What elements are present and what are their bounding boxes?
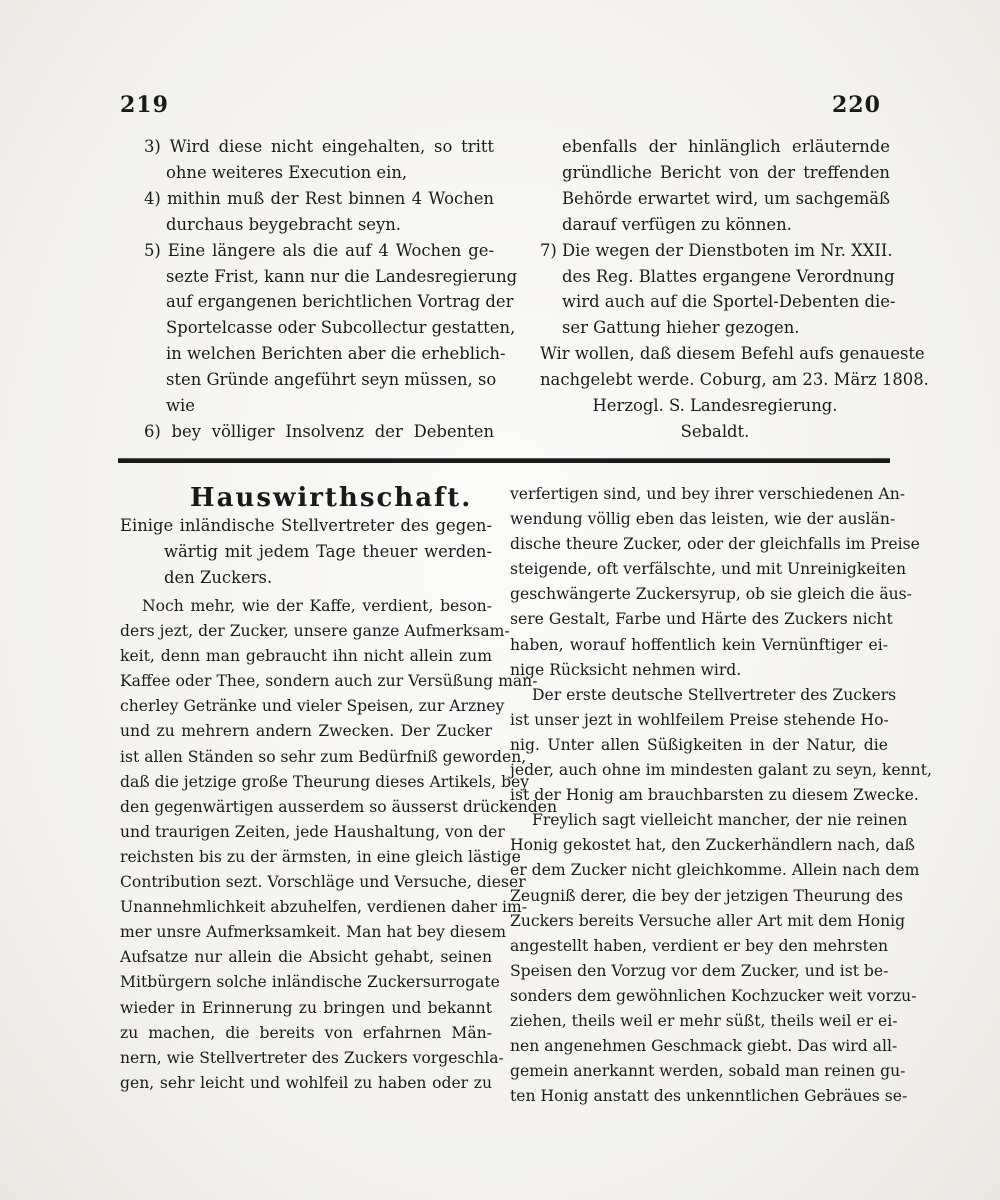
text-line: nen angenehmen Geschmack giebt. Das wird all-: [510, 1037, 898, 1056]
text-line: er dem Zucker nicht gleichkomme. Allein nach dem: [510, 861, 920, 880]
text-line: keit, denn man gebraucht ihn nicht allein zum: [120, 647, 492, 666]
top-right-column: [540, 134, 929, 445]
text-line: dische theure Zucker, oder der gleichfalls im Preise: [510, 535, 920, 554]
text-line: 3) Wird diese nicht eingehalten, so tritt: [144, 137, 494, 156]
article-subtitle: [120, 513, 492, 591]
text-line: ebenfalls der hinlänglich erläuternde: [562, 137, 890, 156]
text-line: den gegenwärtigen ausserdem so äusserst drückenden: [120, 797, 558, 816]
text-line: jeder, auch ohne im mindesten galant zu seyn, kennt,: [510, 761, 932, 780]
text-line: in welchen Berichten aber die erheblich-: [166, 344, 506, 364]
text-line: verfertigen sind, und bey ihrer verschiedenen An-: [510, 485, 906, 503]
text-line: ist unser jezt in wohlfeilem Preise stehende Ho-: [510, 710, 889, 729]
text-line: auf ergangenen berichtlichen Vortrag der: [166, 292, 514, 312]
text-line: Sportelcasse oder Subcollectur gestatten,: [166, 318, 516, 338]
bottom-left-column: [120, 594, 558, 1096]
text-line: Freylich sagt vielleicht mancher, der nie reinen: [532, 811, 908, 830]
text-line: Wir wollen, daß diesem Befehl aufs genaueste: [540, 344, 925, 364]
text-line: gründliche Bericht von der treffenden: [562, 162, 890, 182]
subtitle-line: den Zuckers.: [164, 567, 273, 587]
text-line: Honig gekostet hat, den Zuckerhändlern nach, daß: [510, 836, 915, 855]
text-line: geschwängerte Zuckersyrup, ob sie gleich die äus-: [510, 585, 912, 604]
text-line: ist der Honig am brauchbarsten zu diesem Zwecke.: [510, 786, 919, 805]
section-divider: [118, 458, 890, 463]
text-line: ders jezt, der Zucker, unsere ganze Aufmerksam-: [120, 622, 510, 641]
text-line: wie: [166, 396, 195, 416]
text-line: daß die jetzige große Theurung dieses Artikels, bey: [120, 772, 530, 791]
text-line: sezte Frist, kann nur die Landesregierung: [166, 266, 518, 286]
text-line: 7) Die wegen der Dienstboten im Nr. XXII.: [540, 240, 893, 260]
text-line: wird auch auf die Sportel-Debenten die-: [562, 292, 896, 312]
text-line: ohne weiteres Execution ein,: [166, 162, 408, 182]
text-line: 5) Eine längere als die auf 4 Wochen ge-: [144, 240, 494, 260]
text-line: haben, worauf hoffentlich kein Vernünftiger ei-: [510, 635, 888, 654]
text-line: Unannehmlichkeit abzuhelfen, verdienen daher im-: [120, 898, 527, 917]
subtitle-line: wärtig mit jedem Tage theuer werden-: [164, 541, 492, 561]
text-line: gemein anerkannt werden, sobald man reinen gu-: [510, 1062, 906, 1081]
text-line: ser Gattung hieher gezogen.: [562, 318, 800, 338]
text-line: nige Rücksicht nehmen wird.: [510, 660, 742, 679]
text-line: Zeugniß derer, die bey der jetzigen Theurung des: [510, 886, 903, 905]
text-line: gen, sehr leicht und wohlfeil zu haben oder zu: [120, 1073, 492, 1092]
text-line: ziehen, theils weil er mehr süßt, theils weil er ei-: [510, 1011, 898, 1030]
text-line: nachgelebt werde. Coburg, am 23. März 1808.: [540, 370, 929, 390]
top-left-column: [144, 134, 518, 445]
text-line: und traurigen Zeiten, jede Haushaltung, von der: [120, 822, 505, 841]
text-line: nig. Unter allen Süßigkeiten in der Natur, die: [510, 735, 888, 754]
bottom-right-column: [510, 482, 932, 1109]
text-line: wieder in Erinnerung zu bringen und bekannt: [120, 998, 492, 1017]
text-line: Speisen den Vorzug vor dem Zucker, und ist be-: [510, 961, 889, 980]
text-line: reichsten bis zu der ärmsten, in eine gleich lästige: [120, 847, 521, 866]
text-line: zu machen, die bereits von erfahrnen Män-: [120, 1023, 492, 1042]
text-line: sere Gestalt, Farbe und Härte des Zuckers nicht: [510, 610, 893, 629]
signature-name: Sebaldt.: [680, 421, 750, 441]
text-line: und zu mehrern andern Zwecken. Der Zucker: [120, 722, 492, 741]
text-line: steigende, oft verfälschte, und mit Unreinigkeiten: [510, 560, 907, 579]
signature-line: Herzogl. S. Landesregierung.: [592, 396, 838, 416]
text-line: ist allen Ständen so sehr zum Bedürfniß geworden,: [120, 747, 527, 766]
text-line: Behörde erwartet wird, um sachgemäß: [562, 188, 890, 208]
text-line: angestellt haben, verdient er bey den mehrsten: [510, 936, 888, 955]
text-line: sten Gründe angeführt seyn müssen, so: [166, 370, 497, 390]
text-line: darauf verfügen zu können.: [562, 214, 792, 234]
page-number-left: 219: [120, 92, 169, 118]
text-line: 6) bey völliger Insolvenz der Debenten: [144, 421, 494, 441]
text-line: durchaus beygebracht seyn.: [166, 214, 401, 234]
text-line: sonders dem gewöhnlichen Kochzucker weit vorzu-: [510, 986, 917, 1005]
page-number-right: 220: [832, 92, 881, 118]
text-line: Contribution sezt. Vorschläge und Versuche, dieser: [120, 873, 526, 892]
text-line: Der erste deutsche Stellvertreter des Zuckers: [532, 685, 897, 704]
text-line: 4) mithin muß der Rest binnen 4 Wochen: [144, 188, 494, 208]
text-line: wendung völlig eben das leisten, wie der auslän-: [510, 510, 896, 529]
text-line: mer unsre Aufmerksamkeit. Man hat bey diesem: [120, 923, 507, 942]
text-line: cherley Getränke und vieler Speisen, zur Arzney: [120, 697, 505, 716]
text-line: Kaffee oder Thee, sondern auch zur Versüßung man-: [120, 672, 538, 691]
text-line: Zuckers bereits Versuche aller Art mit dem Honig: [510, 911, 906, 930]
section-title: Hauswirthschaft.: [190, 483, 473, 513]
text-line: des Reg. Blattes ergangene Verordnung: [562, 266, 895, 286]
text-line: nern, wie Stellvertreter des Zuckers vorgeschla-: [120, 1048, 504, 1067]
text-line: Aufsatze nur allein die Absicht gehabt, seinen: [120, 948, 492, 967]
text-line: Mitbürgern solche inländische Zuckersurrogate: [120, 973, 500, 992]
text-line: Noch mehr, wie der Kaffe, verdient, beson-: [142, 597, 492, 615]
text-line: ten Honig anstatt des unkenntlichen Gebräues se-: [510, 1087, 908, 1106]
subtitle-line: Einige inländische Stellvertreter des gegen-: [120, 516, 492, 535]
